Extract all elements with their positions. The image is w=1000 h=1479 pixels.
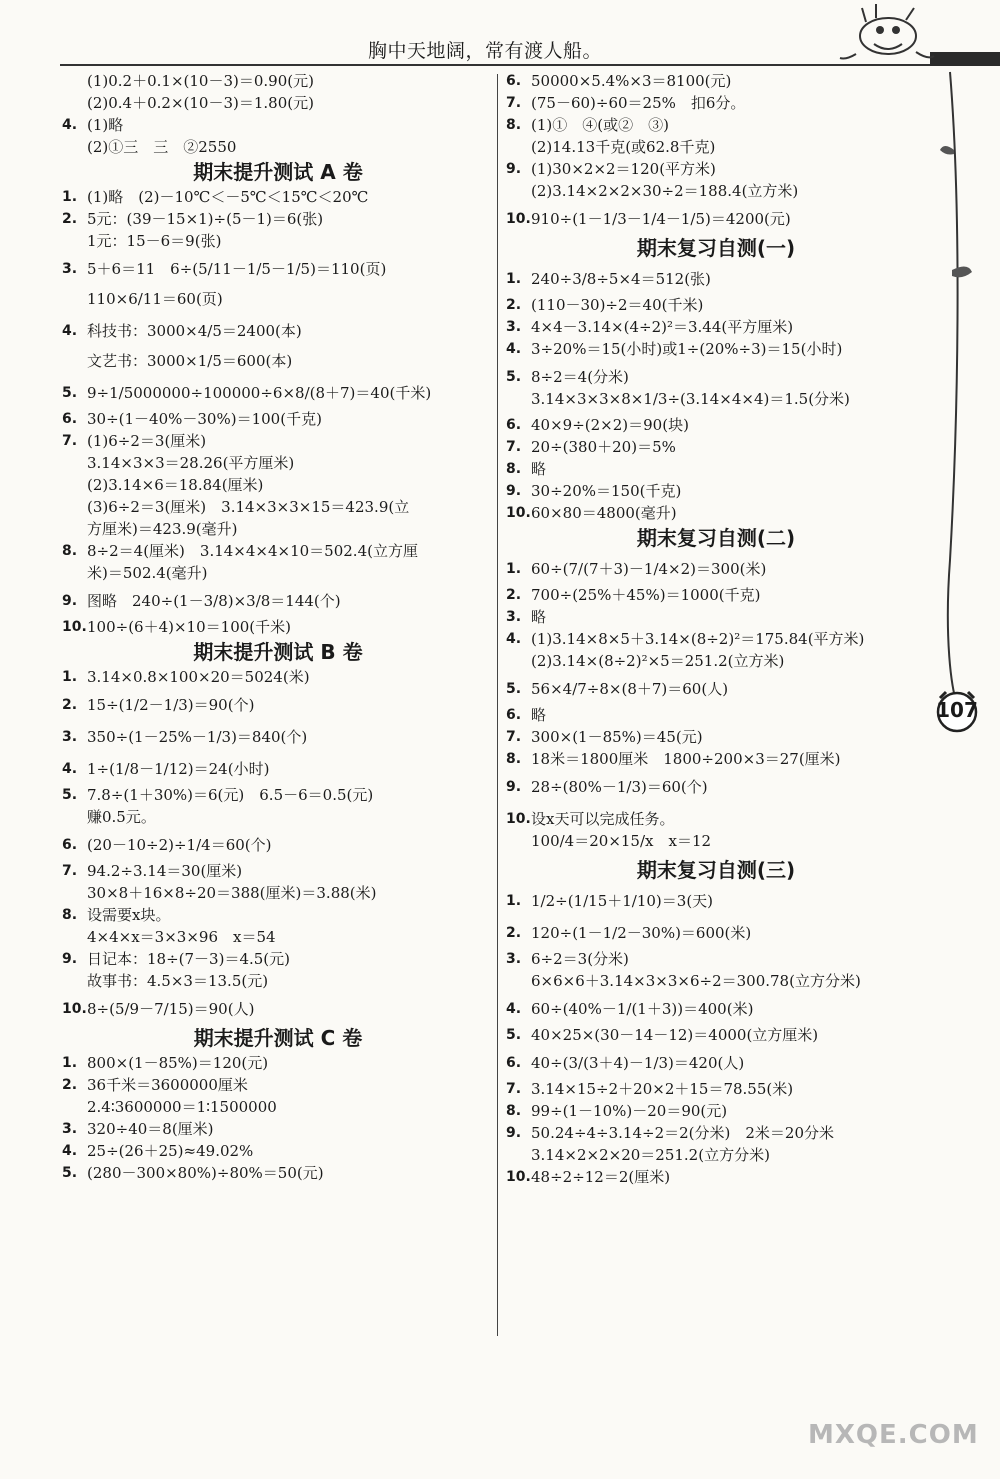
- answer-line: 故事书：4.5×3＝13.5(元): [87, 972, 269, 990]
- answer-line: (1)略: [87, 116, 124, 134]
- answer-line: 3.14×0.8×100×20＝5024(米): [87, 668, 310, 686]
- cartoon-mascot-icon: [836, 2, 936, 68]
- section-title: 期末复习自测(一): [636, 236, 796, 260]
- header-rule: [60, 64, 930, 66]
- answer-line: 40×9÷(2×2)＝90(块): [531, 416, 689, 434]
- item-number: 4.: [62, 117, 78, 133]
- answer-line: 8÷(5/9－7/15)＝90(人): [87, 1000, 255, 1018]
- answer-line: (1)0.2＋0.1×(10－3)＝0.90(元): [87, 72, 314, 90]
- item-number: 7.: [62, 433, 78, 449]
- answer-item: [506, 1078, 926, 1100]
- answer-line: 5＋6＝11 6÷(5/11－1/5－1/5)＝110(页): [87, 260, 387, 278]
- answer-line: 120÷(1－1/2－30%)＝600(米): [531, 924, 752, 942]
- item-number: 3.: [62, 729, 78, 745]
- item-number: 10.: [62, 619, 87, 635]
- answer-line: 20÷(380＋20)＝5%: [531, 438, 676, 456]
- section-title: 期末提升测试 B 卷: [193, 640, 363, 664]
- answer-item: [506, 268, 926, 290]
- answer-item: [62, 666, 494, 688]
- item-number: 8.: [506, 461, 522, 477]
- answer-line: 36千米＝3600000厘米: [87, 1076, 248, 1094]
- answer-item: [506, 948, 926, 992]
- item-number: 5.: [506, 681, 522, 697]
- answer-line: 4×4－3.14×(4÷2)²＝3.44(平方厘米): [531, 318, 794, 336]
- answer-line: (20－10÷2)÷1/4＝60(个): [87, 836, 272, 854]
- answer-line: 28÷(80%－1/3)＝60(个): [531, 778, 708, 796]
- item-number: 9.: [506, 483, 522, 499]
- answer-line: 9÷1/5000000÷100000÷6×8/(8＋7)＝40(千米): [87, 384, 432, 402]
- answer-line: 100/4＝20×15/x x＝12: [531, 832, 712, 850]
- item-number: 1.: [506, 561, 522, 577]
- answer-line: 15÷(1/2－1/3)＝90(个): [87, 696, 255, 714]
- answer-line: 100÷(6＋4)×10＝100(千米): [87, 618, 291, 636]
- answer-line: 2.4∶3600000＝1∶1500000: [87, 1098, 277, 1116]
- left-column: [62, 70, 494, 1184]
- answer-item: [62, 726, 494, 748]
- answer-line: (1)30×2×2＝120(平方米): [531, 160, 716, 178]
- answer-line: 6÷2＝3(分米): [531, 950, 629, 968]
- answer-item: [62, 904, 494, 948]
- item-number: 9.: [506, 1125, 522, 1141]
- answer-line: 米)＝502.4(毫升): [87, 564, 208, 582]
- answer-item: [62, 758, 494, 780]
- item-number: 4.: [506, 341, 522, 357]
- answer-line: 60×80＝4800(毫升): [531, 504, 677, 522]
- item-number: 1.: [62, 1055, 78, 1071]
- answer-item: [62, 114, 494, 158]
- answer-line: 50.24÷4÷3.14÷2＝2(分米) 2米＝20分米: [531, 1124, 835, 1142]
- answer-line: 略: [531, 706, 547, 724]
- answer-line: 方厘米)＝423.9(毫升): [87, 520, 238, 538]
- item-number: 9.: [506, 779, 522, 795]
- section-title: 期末复习自测(三): [636, 858, 796, 882]
- answer-line: 4×4×x＝3×3×96 x＝54: [87, 928, 276, 946]
- answer-line: 700÷(25%＋45%)＝1000(千克): [531, 586, 761, 604]
- item-number: 8.: [506, 1103, 522, 1119]
- item-number: 8.: [62, 907, 78, 923]
- header-motto: 胸中天地阔，常有渡人船。: [368, 40, 603, 62]
- answer-item: [62, 408, 494, 430]
- answer-line: (280－300×80%)÷80%＝50(元): [87, 1164, 324, 1182]
- answer-item: [506, 922, 926, 944]
- answer-item: [506, 584, 926, 606]
- page-number: 107: [936, 698, 978, 722]
- item-number: 7.: [506, 95, 522, 111]
- answer-line: 设x天可以完成任务。: [531, 810, 675, 828]
- item-number: 6.: [506, 73, 522, 89]
- answer-line: 设需要x块。: [87, 906, 171, 924]
- item-number: 2.: [506, 925, 522, 941]
- answer-item: [506, 114, 926, 158]
- answer-line: 94.2÷3.14＝30(厘米): [87, 862, 243, 880]
- answer-line: (2)①三 三 ②2550: [87, 138, 237, 156]
- item-number: 9.: [506, 161, 522, 177]
- item-number: 2.: [62, 1077, 78, 1093]
- item-number: 7.: [506, 729, 522, 745]
- item-number: 1.: [506, 271, 522, 287]
- answer-line: 略: [531, 608, 547, 626]
- answer-line: 50000×5.4%×3＝8100(元): [531, 72, 732, 90]
- answer-item: [506, 628, 926, 672]
- answer-line: 图略 240÷(1－3/8)×3/8＝144(个): [87, 592, 341, 610]
- answer-item: [62, 186, 494, 208]
- answer-line: 320÷40＝8(厘米): [87, 1120, 214, 1138]
- answer-line: 60÷(40%－1/(1＋3))＝400(米): [531, 1000, 754, 1018]
- item-number: 8.: [506, 751, 522, 767]
- header-band: [930, 52, 1000, 66]
- answer-item: [506, 998, 926, 1020]
- answer-line: 48÷2÷12＝2(厘米): [531, 1168, 671, 1186]
- answer-line: 110×6/11＝60(页): [87, 290, 223, 308]
- item-number: 1.: [62, 189, 78, 205]
- answer-line: (110－30)÷2＝40(千米): [531, 296, 704, 314]
- answer-line: 30×8＋16×8÷20＝388(厘米)＝3.88(米): [87, 884, 377, 902]
- item-number: [62, 70, 87, 114]
- section-title: 期末复习自测(二): [636, 526, 796, 550]
- answer-line: 日记本：18÷(7－3)＝4.5(元): [87, 950, 291, 968]
- answer-line: [87, 280, 494, 288]
- answer-item: [506, 678, 926, 700]
- answer-item: [506, 208, 926, 230]
- item-number: 10.: [506, 505, 531, 521]
- answer-line: 18米＝1800厘米 1800÷200×3＝27(厘米): [531, 750, 841, 768]
- answer-line: (75－60)÷60＝25% 扣6分。: [531, 94, 746, 112]
- answer-item: [62, 616, 494, 638]
- item-number: 5.: [62, 787, 78, 803]
- answer-item: [62, 258, 494, 310]
- item-number: 3.: [506, 319, 522, 335]
- item-number: 2.: [506, 587, 522, 603]
- item-number: 4.: [62, 1143, 78, 1159]
- answer-line: 300×(1－85%)＝45(元): [531, 728, 703, 746]
- answer-line: 略: [531, 460, 547, 478]
- answer-line: (1)① ④(或② ③): [531, 116, 669, 134]
- item-number: 4.: [506, 631, 522, 647]
- item-number: 10.: [506, 1169, 531, 1185]
- answer-line: 科技书：3000×4/5＝2400(本): [87, 322, 302, 340]
- answer-item: [62, 1074, 494, 1118]
- page-number-badge: [934, 688, 980, 734]
- answer-line: [87, 342, 494, 350]
- answer-item: [62, 1118, 494, 1140]
- answer-line: 1/2÷(1/15＋1/10)＝3(天): [531, 892, 714, 910]
- item-number: 10.: [62, 1001, 87, 1017]
- answer-line: (1)3.14×8×5＋3.14×(8÷2)²＝175.84(平方米): [531, 630, 865, 648]
- answer-item: [506, 480, 926, 502]
- item-number: 6.: [506, 707, 522, 723]
- item-number: 2.: [62, 697, 78, 713]
- answer-item: [62, 320, 494, 372]
- answer-line: 350÷(1－25%－1/3)＝840(个): [87, 728, 308, 746]
- answer-line: 30÷20%＝150(千克): [531, 482, 682, 500]
- answer-item: [506, 1166, 926, 1188]
- item-number: 4.: [62, 761, 78, 777]
- answer-item: [506, 726, 926, 748]
- answer-line: 赚0.5元。: [87, 808, 156, 826]
- answer-line: 1元：15－6＝9(张): [87, 232, 222, 250]
- item-number: 5.: [62, 1165, 78, 1181]
- answer-line: 8÷2＝4(分米): [531, 368, 629, 386]
- answer-line: (1)略 (2)－10℃＜－5℃＜15℃＜20℃: [87, 188, 369, 206]
- answer-item: [506, 294, 926, 316]
- answer-line: 6×6×6＋3.14×3×3×6÷2＝300.78(立方分米): [531, 972, 861, 990]
- answer-item: [506, 558, 926, 580]
- answer-line: 60÷(7/(7＋3)－1/4×2)＝300(米): [531, 560, 767, 578]
- item-number: 3.: [62, 261, 78, 277]
- answer-item: [506, 502, 926, 524]
- answer-line: (3)6÷2＝3(厘米) 3.14×3×3×15＝423.9(立: [87, 498, 410, 516]
- answer-line: (2)3.14×2×2×30÷2＝188.4(立方米): [531, 182, 799, 200]
- answer-line: 8÷2＝4(厘米) 3.14×4×4×10＝502.4(立方厘: [87, 542, 418, 560]
- answer-item: [62, 430, 494, 540]
- answer-item: [506, 92, 926, 114]
- item-number: 7.: [506, 1081, 522, 1097]
- item-number: 4.: [62, 323, 78, 339]
- item-number: 6.: [506, 1055, 522, 1071]
- answer-line: 3.14×3×3＝28.26(平方厘米): [87, 454, 295, 472]
- answer-item: [506, 436, 926, 458]
- item-number: 9.: [62, 951, 78, 967]
- answer-item: [62, 382, 494, 404]
- answer-item: [506, 1122, 926, 1166]
- answer-line: (2)3.14×6＝18.84(厘米): [87, 476, 264, 494]
- answer-item: [506, 704, 926, 726]
- answer-line: 56×4/7÷8×(8＋7)＝60(人): [531, 680, 729, 698]
- answer-item: [62, 860, 494, 904]
- answer-item: [506, 606, 926, 628]
- answer-item: [62, 1140, 494, 1162]
- answer-line: (2)14.13千克(或62.8千克): [531, 138, 716, 156]
- item-number: 10.: [506, 211, 531, 227]
- item-number: 5.: [506, 1027, 522, 1043]
- item-number: 5.: [506, 369, 522, 385]
- item-number: 2.: [62, 211, 78, 227]
- item-number: 4.: [506, 1001, 522, 1017]
- answer-line: 910÷(1－1/3－1/4－1/5)＝4200(元): [531, 210, 791, 228]
- answer-item: [62, 1052, 494, 1074]
- section-title: 期末提升测试 C 卷: [193, 1026, 363, 1050]
- item-number: 10.: [506, 811, 531, 827]
- answer-item: [506, 748, 926, 770]
- item-number: 2.: [506, 297, 522, 313]
- item-number: 7.: [506, 439, 522, 455]
- answer-line: 240÷3/8÷5×4＝512(张): [531, 270, 711, 288]
- item-number: 6.: [62, 837, 78, 853]
- answer-item: [506, 70, 926, 92]
- item-number: 6.: [62, 411, 78, 427]
- answer-item: [62, 1162, 494, 1184]
- answer-item: [62, 208, 494, 252]
- item-number: 6.: [506, 417, 522, 433]
- answer-item: [62, 998, 494, 1020]
- answer-item: [62, 540, 494, 584]
- answer-item: [62, 784, 494, 828]
- answer-item: [506, 1100, 926, 1122]
- answer-item: [62, 70, 494, 114]
- answer-line: 99÷(1－10%)－20＝90(元): [531, 1102, 728, 1120]
- answer-line: 25÷(26＋25)≈49.02%: [87, 1142, 254, 1160]
- answer-item: [506, 458, 926, 480]
- answer-item: [62, 948, 494, 992]
- answer-line: 文艺书：3000×1/5＝600(本): [87, 352, 293, 370]
- item-number: 3.: [506, 951, 522, 967]
- answer-item: [506, 414, 926, 436]
- item-number: 3.: [62, 1121, 78, 1137]
- item-number: 1.: [506, 893, 522, 909]
- answer-line: (2)0.4＋0.2×(10－3)＝1.80(元): [87, 94, 314, 112]
- answer-item: [62, 834, 494, 856]
- answer-item: [62, 694, 494, 716]
- answer-line: 3÷20%＝15(小时)或1÷(20%÷3)＝15(小时): [531, 340, 843, 358]
- item-number: 9.: [62, 593, 78, 609]
- answer-item: [506, 1024, 926, 1046]
- answer-item: [506, 776, 926, 798]
- section-title: 期末提升测试 A 卷: [193, 160, 363, 184]
- answer-item: [506, 158, 926, 202]
- answer-line: 3.14×15÷2＋20×2＋15＝78.55(米): [531, 1080, 794, 1098]
- answer-line: 1÷(1/8－1/12)＝24(小时): [87, 760, 270, 778]
- right-column: [506, 70, 926, 1188]
- item-number: 7.: [62, 863, 78, 879]
- watermark: MXQE.COM: [808, 1420, 979, 1450]
- answer-line: (1)6÷2＝3(厘米): [87, 432, 207, 450]
- item-number: 5.: [62, 385, 78, 401]
- answer-line: 40÷(3/(3＋4)－1/3)＝420(人): [531, 1054, 745, 1072]
- item-number: 8.: [506, 117, 522, 133]
- answer-line: 3.14×2×2×20＝251.2(立方分米): [531, 1146, 770, 1164]
- answer-item: [506, 316, 926, 338]
- answer-item: [506, 1052, 926, 1074]
- answer-line: 3.14×3×3×8×1/3÷(3.14×4×4)＝1.5(分米): [531, 390, 850, 408]
- answer-line: 5元：(39－15×1)÷(5－1)＝6(张): [87, 210, 324, 228]
- answer-line: 30÷(1－40%－30%)＝100(千克): [87, 410, 322, 428]
- column-divider: [497, 74, 498, 1336]
- answer-item: [62, 590, 494, 612]
- answer-item: [506, 338, 926, 360]
- answer-line: 7.8÷(1＋30%)＝6(元) 6.5－6＝0.5(元): [87, 786, 374, 804]
- answer-item: [506, 890, 926, 912]
- item-number: 1.: [62, 669, 78, 685]
- item-number: 8.: [62, 543, 78, 559]
- answer-line: 40×25×(30－14－12)＝4000(立方厘米): [531, 1026, 819, 1044]
- answer-item: [506, 808, 926, 852]
- answer-item: [506, 366, 926, 410]
- answer-line: 800×(1－85%)＝120(元): [87, 1054, 269, 1072]
- answer-line: (2)3.14×(8÷2)²×5＝251.2(立方米): [531, 652, 785, 670]
- item-number: 3.: [506, 609, 522, 625]
